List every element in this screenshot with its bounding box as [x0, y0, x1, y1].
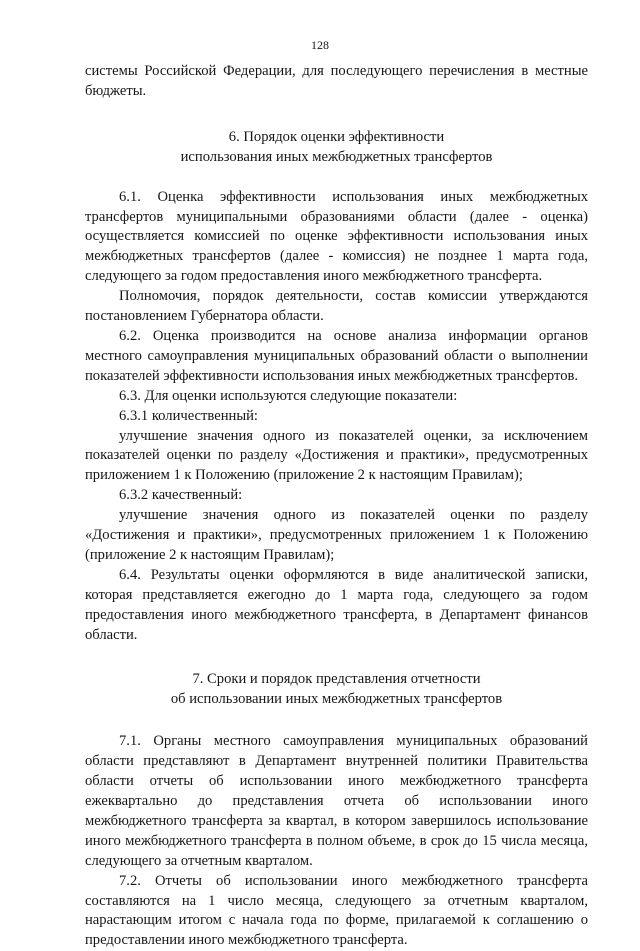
paragraph-6-3-2: 6.3.2 качественный:: [119, 487, 243, 504]
paragraph-6-3: 6.3. Для оценки используются следующие показатели:: [119, 387, 458, 404]
paragraph-6-3-1-text: улучшение значения одного из показателей оценки, за исключением показателей оценки по разделу «Достижения и практики», предусмотренных приложением 1 к Положению (приложение 2 к настоящим Правилам);: [85, 427, 588, 484]
paragraph-6-1-powers: Полномочия, порядок деятельности, состав комиссии утверждаются постановлением Губернатора области.: [85, 288, 588, 325]
page-number: 128: [311, 38, 329, 52]
paragraph-6-1: 6.1. Оценка эффективности использования иных межбюджетных трансфертов муниципальными образованиями области (далее - оценка) осуществляется комиссией по оценке эффективности использования иных межбюджетных трансфертов (далее - комиссия) не позднее 1 марта года, следующего за годом предоставления иного межбюджетного трансферта.: [85, 188, 588, 285]
section-6-title-line1: 6. Порядок оценки эффективности: [228, 128, 445, 145]
paragraph-6-3-2-text: улучшение значения одного из показателей оценки по разделу «Достижения и практики», предусмотренных приложением 1 к Положению (приложение 2 к настоящим Правилам);: [85, 507, 588, 563]
section-6-heading: [85, 128, 588, 168]
paragraph-7-2: 7.2. Отчеты об использовании иного межбюджетного трансферта составляются на 1 число месяца, следующего за отчетным кварталом, нарастающим итогом с начала года по форме, прилагаемой к соглашению о предоставлении иного межбюджетного трансферта.: [85, 872, 588, 949]
document-body: [85, 62, 588, 951]
section-6-title-line2: использования иных межбюджетных трансфертов: [180, 148, 493, 165]
paragraph-6-4: 6.4. Результаты оценки оформляются в виде аналитической записки, которая представляется ежегодно до 1 марта года, следующего за годом предоставления иного межбюджетного трансферта, в Департамент финансов области.: [85, 566, 588, 643]
section-7-title-line1: 7. Сроки и порядок представления отчетности: [192, 671, 481, 688]
intro-paragraph: системы Российской Федерации, для последующего перечисления в местные бюджеты.: [85, 63, 588, 99]
paragraph-7-1: 7.1. Органы местного самоуправления муниципальных образований области представляют в Департамент внутренней политики Правительства области отчеты об использовании иного межбюджетного трансферта ежеквартально до представления отчета об использовании иного межбюджетного трансферта за квартал, в котором завершилось использование иного межбюджетного трансферта в полном объеме, в срок до 15 числа месяца, следующего за отчетным кварталом.: [85, 733, 588, 869]
paragraph-6-3-1: 6.3.1 количественный:: [119, 407, 258, 424]
paragraph-6-2: 6.2. Оценка производится на основе анализа информации органов местного самоуправления муниципальных образований области о выполнении показателей эффективности использования иных межбюджетных трансфертов.: [85, 327, 588, 384]
section-7-title-line2: об использовании иных межбюджетных трансфертов: [170, 691, 503, 708]
section-7-heading: [85, 670, 588, 710]
